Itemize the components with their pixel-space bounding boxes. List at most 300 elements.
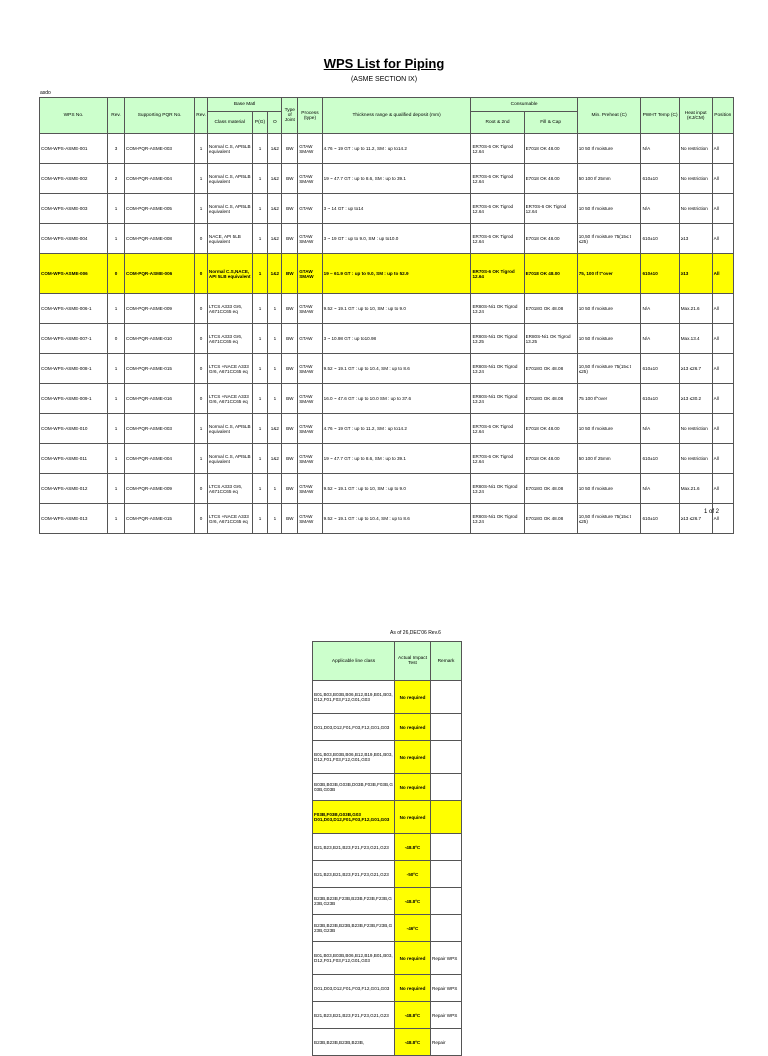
table-row: [313, 1029, 462, 1056]
actual-impact-cell: No required: [395, 741, 431, 774]
header-remark: Remark: [431, 642, 462, 681]
process-cell: GTAW: [298, 324, 322, 354]
wps-no-cell: COM-WPS-ASME-006: [40, 254, 108, 294]
table-row: [313, 774, 462, 801]
heat-input-cell: ≥13 ≤26.7: [679, 504, 712, 534]
actual-impact-cell: -50ºC: [395, 861, 431, 888]
o-cell: 1&2: [268, 194, 282, 224]
preheat-cell: 50 100 If 25mm: [577, 164, 641, 194]
table-row: [313, 888, 462, 915]
position-cell: All: [712, 294, 733, 324]
thickness-cell: 9.52 ~ 19.1 GT : up to 10, SM : up to 9.0: [322, 294, 471, 324]
table-row: [40, 164, 734, 194]
pqr-cell: COM-PQR-ASME-008: [125, 224, 195, 254]
preheat-cell: 10 50 If moisture: [577, 294, 641, 324]
rev2-cell: 0: [195, 224, 208, 254]
wps-no-cell: COM-WPS-ASME-013: [40, 504, 108, 534]
heat-input-cell: Max.13.4: [679, 324, 712, 354]
line-class-cell: B01,B03,B03B,B06,B12,B19,B01,B03,D12,F01,F03,F12,G01,G03: [313, 681, 395, 714]
preheat-cell: 10 50 If moisture: [577, 414, 641, 444]
remark-cell: Repair: [431, 1029, 462, 1056]
wps-no-cell: COM-WPS-ASME-008-1: [40, 354, 108, 384]
header-actual-impact: Actual Impact Test: [395, 642, 431, 681]
pwht-cell: 610±10: [641, 384, 679, 414]
class-material-cell: NACE, API 5LB equivalent: [207, 224, 252, 254]
joint-cell: BW: [282, 254, 298, 294]
position-cell: All: [712, 164, 733, 194]
rev2-cell: 1: [195, 164, 208, 194]
joint-cell: BW: [282, 224, 298, 254]
process-cell: GTAW SMAW: [298, 504, 322, 534]
root-cell: ER80S-Ni1 OK Tigrod 13.24: [471, 504, 524, 534]
pwht-cell: N/A: [641, 294, 679, 324]
p-g-cell: 1: [252, 164, 268, 194]
rev-cell: 1: [108, 194, 125, 224]
pwht-cell: 610±10: [641, 354, 679, 384]
wps-no-cell: COM-WPS-ASME-006-1: [40, 294, 108, 324]
o-cell: 1: [268, 504, 282, 534]
rev-cell: 1: [108, 444, 125, 474]
remark-cell: Repair WPS: [431, 1002, 462, 1029]
rev-cell: 1: [108, 504, 125, 534]
joint-cell: BW: [282, 294, 298, 324]
remark-cell: Repair WPS: [431, 942, 462, 975]
fill-cell: ER80S-Ni1 OK Tigrod 13.25: [524, 324, 577, 354]
table-row: [40, 224, 734, 254]
pwht-cell: 610±10: [641, 504, 679, 534]
pqr-cell: COM-PQR-ASME-004: [125, 444, 195, 474]
rev-cell: 2: [108, 164, 125, 194]
thickness-cell: 4.76 ~ 19 GT : up to 11.2, SM : up to14.2: [322, 414, 471, 444]
table-row: [313, 714, 462, 741]
header-preheat: Min. Preheat (C): [577, 98, 641, 134]
table-row: [40, 444, 734, 474]
header-class-material: Class material: [207, 112, 252, 134]
rev-cell: 0: [108, 254, 125, 294]
pqr-cell: COM-PQR-ASME-009: [125, 474, 195, 504]
process-cell: GTAW SMAW: [298, 354, 322, 384]
header-wps-no: WPS No.: [40, 98, 108, 134]
heat-input-cell: Max.21.6: [679, 294, 712, 324]
root-cell: ER80S-Ni1 OK Tigrod 13.25: [471, 324, 524, 354]
header-p-g: P(G): [252, 112, 268, 134]
header-root: Root & 2nd: [471, 112, 524, 134]
fill-cell: E7018 OK 48.00: [524, 444, 577, 474]
preheat-cell: 10,50 If moisture 75(15≤ t ≤25): [577, 224, 641, 254]
rev-cell: 0: [108, 324, 125, 354]
joint-cell: BW: [282, 134, 298, 164]
remark-cell: [431, 681, 462, 714]
root-cell: ER80S-Ni1 OK Tigrod 13.24: [471, 354, 524, 384]
heat-input-cell: No restriction: [679, 444, 712, 474]
header-line-class: Applicable line class: [313, 642, 395, 681]
fill-cell: E7018G OK 48.08: [524, 504, 577, 534]
header-position: Position: [712, 98, 733, 134]
pwht-cell: N/A: [641, 414, 679, 444]
class-material-cell: Normal C.S, API5LB equivalent: [207, 134, 252, 164]
root-cell: ER70S-6 OK Tigrod 12.64: [471, 224, 524, 254]
process-cell: GTAW SMAW: [298, 384, 322, 414]
p-g-cell: 1: [252, 504, 268, 534]
wps-no-cell: COM-WPS-ASME-002: [40, 164, 108, 194]
fill-cell: E7018 OK 48.00: [524, 134, 577, 164]
table-row: [313, 861, 462, 888]
line-class-cell: F03B,F03B,G03B,G03 D01,D03,D12,F01,F03,F12,G01,G03: [313, 801, 395, 834]
table-row: [40, 294, 734, 324]
heat-input-cell: No restriction: [679, 194, 712, 224]
joint-cell: BW: [282, 384, 298, 414]
remark-cell: [431, 801, 462, 834]
pqr-cell: COM-PQR-ASME-016: [125, 384, 195, 414]
p-g-cell: 1: [252, 414, 268, 444]
o-cell: 1&2: [268, 164, 282, 194]
fill-cell: ER70S-6 OK Tigrod 12.64: [524, 194, 577, 224]
pwht-cell: N/A: [641, 134, 679, 164]
actual-impact-cell: -48.8ºC: [395, 1002, 431, 1029]
p-g-cell: 1: [252, 324, 268, 354]
position-cell: All: [712, 194, 733, 224]
wps-table: [39, 97, 734, 534]
class-material-cell: Normal C.S, API5LB equivalent: [207, 164, 252, 194]
class-material-cell: LTCS A333 Gr6, A671CC65 eq: [207, 294, 252, 324]
table-row: [313, 834, 462, 861]
root-cell: ER70S-6 OK Tigrod 12.64: [471, 444, 524, 474]
o-cell: 1&2: [268, 444, 282, 474]
p-g-cell: 1: [252, 294, 268, 324]
joint-cell: BW: [282, 414, 298, 444]
table-row: [40, 474, 734, 504]
position-cell: All: [712, 474, 733, 504]
line-class-cell: B23B,B23B,F23B,B23B,F23B,F23B,G23B,G23B: [313, 888, 395, 915]
joint-cell: BW: [282, 504, 298, 534]
header-heat-input: Heat input (KJ/CM): [679, 98, 712, 134]
fill-cell: E7018G OK 48.08: [524, 354, 577, 384]
pwht-cell: N/A: [641, 474, 679, 504]
position-cell: All: [712, 384, 733, 414]
position-cell: All: [712, 324, 733, 354]
joint-cell: BW: [282, 194, 298, 224]
thickness-cell: 3 ~ 19 GT : up to 9.0, SM : up to10.0: [322, 224, 471, 254]
table-row: [40, 354, 734, 384]
document-title: WPS List for Piping: [323, 56, 445, 71]
position-cell: All: [712, 414, 733, 444]
o-cell: 1&2: [268, 414, 282, 444]
class-material-cell: Normal C.S, API5LB equivalent: [207, 414, 252, 444]
class-material-cell: Normal C.S,NACE, API 5LB equivalent: [207, 254, 252, 294]
impact-table: [312, 641, 462, 1056]
root-cell: ER70S-6 OK Tigrod 12.64: [471, 164, 524, 194]
pwht-cell: 610±10: [641, 254, 679, 294]
table-row: [40, 504, 734, 534]
table-row: [40, 414, 734, 444]
process-cell: GTAW SMAW: [298, 164, 322, 194]
class-material-cell: LTCS A333 Gr6, A671CC65 eq: [207, 474, 252, 504]
root-cell: ER80S-Ni1 OK Tigrod 13.24: [471, 474, 524, 504]
table-row: [40, 384, 734, 414]
line-class-cell: B23B,B23B,B23B,B23B,F23B,F23B,G23B,G23B: [313, 915, 395, 942]
thickness-cell: 9.52 ~ 19.1 GT : up to 10, SM : up to 9.0: [322, 474, 471, 504]
o-cell: 1: [268, 294, 282, 324]
p-g-cell: 1: [252, 194, 268, 224]
thickness-cell: 16.0 ~ 47.6 GT : up to 10.0 SM : up to 37.6: [322, 384, 471, 414]
actual-impact-cell: No required: [395, 801, 431, 834]
o-cell: 1: [268, 354, 282, 384]
table-row: [313, 942, 462, 975]
header-fill: Fill & Cap: [524, 112, 577, 134]
actual-impact-cell: No required: [395, 681, 431, 714]
actual-impact-cell: No required: [395, 714, 431, 741]
fill-cell: E7018 OK 48.00: [524, 254, 577, 294]
remark-cell: [431, 834, 462, 861]
rev2-cell: 0: [195, 294, 208, 324]
wps-no-cell: COM-WPS-ASME-003: [40, 194, 108, 224]
rev-cell: 1: [108, 224, 125, 254]
rev2-cell: 0: [195, 384, 208, 414]
document-note: asdo: [40, 90, 51, 96]
wps-no-cell: COM-WPS-ASME-010: [40, 414, 108, 444]
fill-cell: E7018 OK 48.00: [524, 164, 577, 194]
thickness-cell: 3 ~ 14 GT : up to14: [322, 194, 471, 224]
table-row: [40, 254, 734, 294]
process-cell: GTAW SMAW: [298, 134, 322, 164]
line-class-cell: B01,B03,B03B,B06,B12,B19,B01,B03,D12,F01,F03,F12,G01,G03: [313, 942, 395, 975]
rev2-cell: 0: [195, 504, 208, 534]
preheat-cell: 75 100 If"over: [577, 384, 641, 414]
header-o: O: [268, 112, 282, 134]
pqr-cell: COM-PQR-ASME-004: [125, 164, 195, 194]
process-cell: GTAW SMAW: [298, 474, 322, 504]
p-g-cell: 1: [252, 354, 268, 384]
remark-cell: [431, 741, 462, 774]
rev2-cell: 0: [195, 324, 208, 354]
header-process: Process (type): [298, 98, 322, 134]
p-g-cell: 1: [252, 384, 268, 414]
thickness-cell: 4.76 ~ 19 GT : up to 11.2, SM : up to14.2: [322, 134, 471, 164]
p-g-cell: 1: [252, 224, 268, 254]
fill-cell: E7018G OK 48.08: [524, 294, 577, 324]
impact-rev-note: As of 26,DEC'06 Rev.6: [390, 630, 441, 636]
heat-input-cell: ≥13 ≤26.7: [679, 354, 712, 384]
pqr-cell: COM-PQR-ASME-003: [125, 134, 195, 164]
header-pwht: PWHT Temp (C): [641, 98, 679, 134]
preheat-cell: 10 50 If moisture: [577, 324, 641, 354]
actual-impact-cell: No required: [395, 975, 431, 1002]
wps-no-cell: COM-WPS-ASME-009-1: [40, 384, 108, 414]
process-cell: GTAW SMAW: [298, 224, 322, 254]
fill-cell: E7018G OK 48.08: [524, 384, 577, 414]
o-cell: 1&2: [268, 254, 282, 294]
wps-no-cell: COM-WPS-ASME-001: [40, 134, 108, 164]
heat-input-cell: No restriction: [679, 414, 712, 444]
class-material-cell: Normal C.S, API5LB equivalent: [207, 194, 252, 224]
preheat-cell: 10,50 If moisture 75(15≤ t ≤25): [577, 354, 641, 384]
table-row: [313, 801, 462, 834]
pwht-cell: N/A: [641, 324, 679, 354]
rev-cell: 3: [108, 134, 125, 164]
wps-no-cell: COM-WPS-ASME-004: [40, 224, 108, 254]
thickness-cell: 19 ~ 61.9 GT : up to 9.0, SM : up to 52.9: [322, 254, 471, 294]
thickness-cell: 9.52 ~ 19.1 GT : up to 10.4, SM : up to 8.6: [322, 354, 471, 384]
p-g-cell: 1: [252, 254, 268, 294]
preheat-cell: 10 50 If moisture: [577, 134, 641, 164]
process-cell: GTAW SMAW: [298, 414, 322, 444]
o-cell: 1: [268, 474, 282, 504]
class-material-cell: Normal C.S, API5LB equivalent: [207, 444, 252, 474]
pwht-cell: 610±10: [641, 164, 679, 194]
table-row: [313, 915, 462, 942]
joint-cell: BW: [282, 444, 298, 474]
header-thickness: Thickness range & qualified deposit (mm): [322, 98, 471, 134]
root-cell: ER70S-6 OK Tigrod 12.64: [471, 194, 524, 224]
heat-input-cell: ≥13: [679, 224, 712, 254]
thickness-cell: 9.52 ~ 19.1 GT : up to 10.4, SM : up to 8.6: [322, 504, 471, 534]
joint-cell: BW: [282, 324, 298, 354]
header-joint: Type of Joint: [282, 98, 298, 134]
pqr-cell: COM-PQR-ASME-015: [125, 354, 195, 384]
heat-input-cell: No restriction: [679, 164, 712, 194]
root-cell: ER80S-Ni1 OK Tigrod 13.24: [471, 384, 524, 414]
fill-cell: E7018G OK 48.08: [524, 474, 577, 504]
position-cell: All: [712, 504, 733, 534]
root-cell: ER80S-Ni1 OK Tigrod 13.24: [471, 294, 524, 324]
thickness-cell: 19 ~ 47.7 GT : up to 8.6, SM : up to 39.1: [322, 164, 471, 194]
rev-cell: 1: [108, 354, 125, 384]
line-class-cell: B03B,B03B,G03B,D03B,F03B,F03B,G03B,G03B: [313, 774, 395, 801]
preheat-cell: 75, 100 If t"over: [577, 254, 641, 294]
wps-no-cell: COM-WPS-ASME-012: [40, 474, 108, 504]
line-class-cell: D01,D03,D12,F01,F03,F12,G01,G03: [313, 714, 395, 741]
process-cell: GTAW: [298, 194, 322, 224]
actual-impact-cell: -48.8ºC: [395, 1029, 431, 1056]
o-cell: 1&2: [268, 224, 282, 254]
rev2-cell: 1: [195, 194, 208, 224]
actual-impact-cell: -48.8ºC: [395, 888, 431, 915]
pwht-cell: 610±10: [641, 224, 679, 254]
table-row: [313, 741, 462, 774]
p-g-cell: 1: [252, 134, 268, 164]
actual-impact-cell: -48.8ºC: [395, 834, 431, 861]
rev2-cell: 0: [195, 474, 208, 504]
pwht-cell: N/A: [641, 194, 679, 224]
class-material-cell: LTCS +NACE A333 Gr6, A671CC65 eq: [207, 384, 252, 414]
fill-cell: E7018 OK 48.00: [524, 414, 577, 444]
heat-input-cell: ≥13: [679, 254, 712, 294]
remark-cell: [431, 774, 462, 801]
heat-input-cell: No restriction: [679, 134, 712, 164]
class-material-cell: LTCS +NACE A333 Gr6, A671CC65 eq: [207, 354, 252, 384]
line-class-cell: B23B,B23B,B23B,B23B,: [313, 1029, 395, 1056]
table-row: [40, 324, 734, 354]
joint-cell: BW: [282, 354, 298, 384]
rev-cell: 1: [108, 384, 125, 414]
wps-no-cell: COM-WPS-ASME-011: [40, 444, 108, 474]
preheat-cell: 10,50 If moisture 75(15≤ t ≤25): [577, 504, 641, 534]
preheat-cell: 50 100 If 25mm: [577, 444, 641, 474]
table-row: [40, 134, 734, 164]
page-number: 1 of 2: [704, 509, 720, 515]
class-material-cell: LTCS +NACE A333 Gr6, A671CC65 eq: [207, 504, 252, 534]
table-row: [313, 681, 462, 714]
wps-no-cell: COM-WPS-ASME-007-1: [40, 324, 108, 354]
rev2-cell: 0: [195, 354, 208, 384]
process-cell: GTAW SMAW: [298, 294, 322, 324]
remark-cell: Repair WPS: [431, 975, 462, 1002]
process-cell: GTAW SMAW: [298, 444, 322, 474]
fill-cell: E7018 OK 48.00: [524, 224, 577, 254]
preheat-cell: 10 50 If moisture: [577, 194, 641, 224]
header-base-metal: Base Matl: [207, 98, 281, 112]
heat-input-cell: ≥13 ≤30.2: [679, 384, 712, 414]
header-rev: Rev.: [108, 98, 125, 134]
remark-cell: [431, 861, 462, 888]
table-row: [313, 1002, 462, 1029]
table-row: [313, 975, 462, 1002]
document-subtitle: (ASME SECTION IX): [350, 76, 418, 83]
o-cell: 1: [268, 324, 282, 354]
o-cell: 1&2: [268, 134, 282, 164]
joint-cell: BW: [282, 474, 298, 504]
actual-impact-cell: No required: [395, 942, 431, 975]
position-cell: All: [712, 134, 733, 164]
thickness-cell: 3 ~ 10.98 GT : up to10.98: [322, 324, 471, 354]
pqr-cell: COM-PQR-ASME-005: [125, 194, 195, 224]
rev2-cell: 0: [195, 254, 208, 294]
line-class-cell: B01,B03,B03B,B06,B12,B19,B01,B03,D12,F01,F03,F12,G01,G03: [313, 741, 395, 774]
position-cell: All: [712, 444, 733, 474]
class-material-cell: LTCS A333 Gr6, A671CC65 eq: [207, 324, 252, 354]
header-pqr: Supporting PQR No.: [125, 98, 195, 134]
header-rev2: Rev.: [195, 98, 208, 134]
header-consumable: Consumable: [471, 98, 577, 112]
process-cell: GTAW SMAW: [298, 254, 322, 294]
position-cell: All: [712, 354, 733, 384]
rev-cell: 1: [108, 294, 125, 324]
p-g-cell: 1: [252, 474, 268, 504]
line-class-cell: B21,B23,B21,B23,F21,F23,G21,G23: [313, 861, 395, 888]
remark-cell: [431, 915, 462, 942]
root-cell: ER70S-6 OK Tigrod 12.64: [471, 134, 524, 164]
rev2-cell: 1: [195, 444, 208, 474]
root-cell: ER70S-6 OK Tigrod 12.64: [471, 414, 524, 444]
rev-cell: 1: [108, 474, 125, 504]
rev2-cell: 1: [195, 414, 208, 444]
remark-cell: [431, 888, 462, 915]
pqr-cell: COM-PQR-ASME-003: [125, 414, 195, 444]
line-class-cell: B21,B23,B21,B23,F21,F23,G21,G23: [313, 1002, 395, 1029]
heat-input-cell: Max.21.6: [679, 474, 712, 504]
table-row: [40, 194, 734, 224]
actual-impact-cell: No required: [395, 774, 431, 801]
o-cell: 1: [268, 384, 282, 414]
rev2-cell: 1: [195, 134, 208, 164]
pqr-cell: COM-PQR-ASME-015: [125, 504, 195, 534]
root-cell: ER70S-6 OK Tigrod 12.64: [471, 254, 524, 294]
position-cell: All: [712, 254, 733, 294]
pqr-cell: COM-PQR-ASME-006: [125, 254, 195, 294]
p-g-cell: 1: [252, 444, 268, 474]
thickness-cell: 19 ~ 47.7 GT : up to 8.6, SM : up to 39.1: [322, 444, 471, 474]
joint-cell: BW: [282, 164, 298, 194]
line-class-cell: D01,D03,D12,F01,F03,F12,G01,G03: [313, 975, 395, 1002]
remark-cell: [431, 714, 462, 741]
actual-impact-cell: -46ºC: [395, 915, 431, 942]
preheat-cell: 10 50 If moisture: [577, 474, 641, 504]
rev-cell: 1: [108, 414, 125, 444]
position-cell: All: [712, 224, 733, 254]
pwht-cell: 610±10: [641, 444, 679, 474]
line-class-cell: B21,B23,B21,B23,F21,F23,G21,G23: [313, 834, 395, 861]
pqr-cell: COM-PQR-ASME-010: [125, 324, 195, 354]
